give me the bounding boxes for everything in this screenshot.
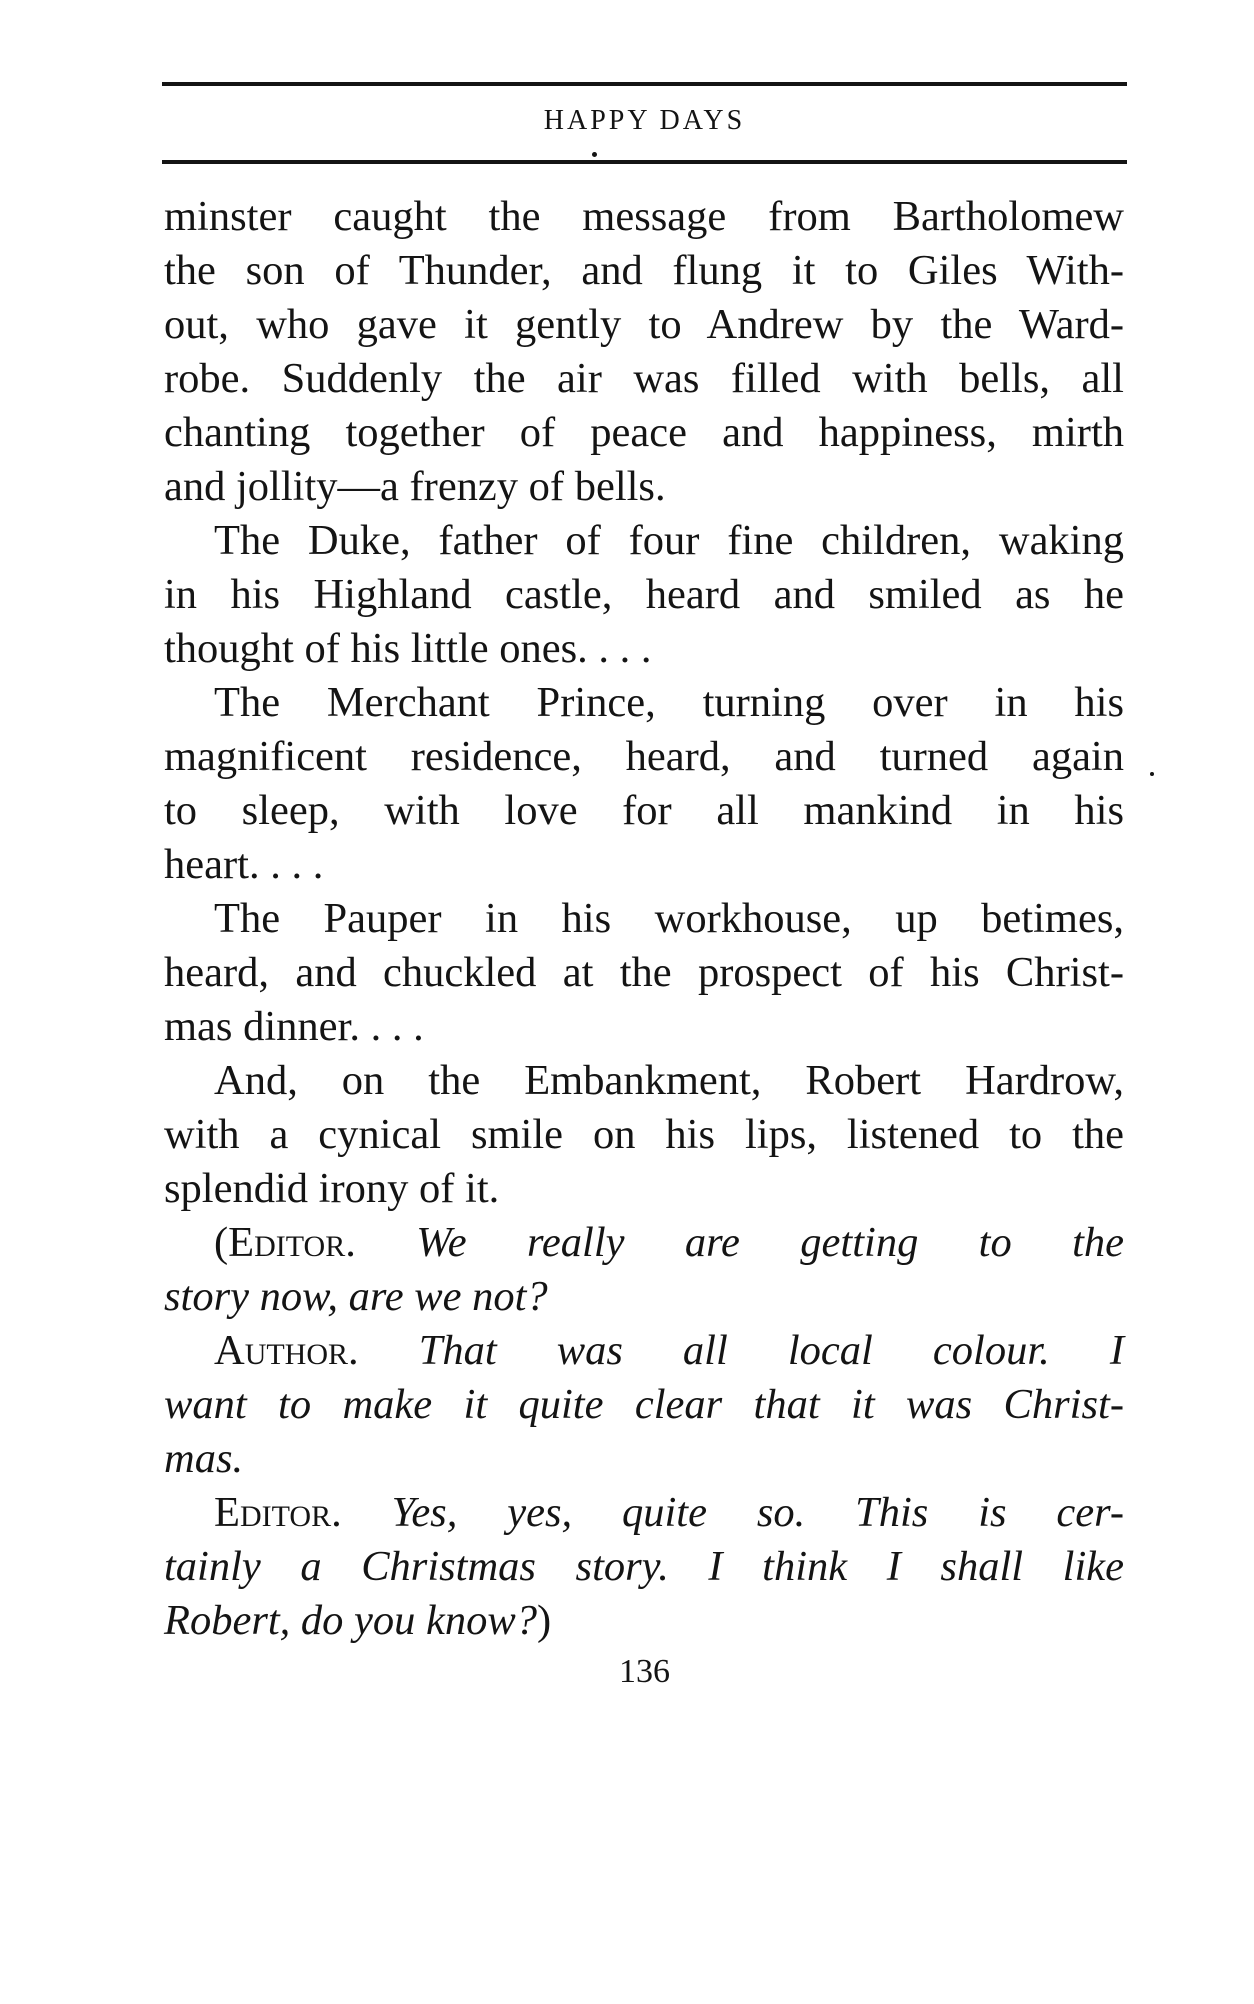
line-text: the son of Thunder, and flung it to Giles With- [164, 247, 1124, 294]
line-text: magnificent residence, heard, and turned again [164, 733, 1124, 780]
line-text: splendid irony of it. [164, 1165, 500, 1212]
text-line [164, 1270, 1124, 1324]
text-line [164, 730, 1124, 784]
text-line [164, 1216, 1124, 1270]
text-line [164, 1162, 1124, 1216]
text-line [164, 1324, 1124, 1378]
text-line [164, 946, 1124, 1000]
closing-paren: ) [537, 1597, 552, 1644]
line-text: mas. [164, 1435, 244, 1482]
line-text: And, on the Embankment, Robert Hardrow, [214, 1057, 1124, 1104]
text-line [164, 352, 1124, 406]
speaker-name: (Editor. [214, 1219, 356, 1266]
line-text: The Duke, father of four fine children, waking [214, 517, 1124, 564]
line-text: minster caught the message from Bartholomew [164, 193, 1124, 240]
text-line [164, 1054, 1124, 1108]
text-line [164, 1432, 1124, 1486]
text-line [164, 622, 1124, 676]
running-head: HAPPY DAYS [543, 105, 746, 136]
text-line [164, 1378, 1124, 1432]
text-line [164, 244, 1124, 298]
header-rule-bottom [162, 160, 1127, 164]
text-line [164, 784, 1124, 838]
line-text: chanting together of peace and happiness, mirth [164, 409, 1124, 456]
line-text: Robert, do you know? [164, 1597, 537, 1644]
text-line [164, 568, 1124, 622]
line-text: The Merchant Prince, turning over in his [214, 679, 1124, 726]
line-text: in his Highland castle, heard and smiled as he [164, 571, 1124, 618]
line-text: story now, are we not? [164, 1273, 548, 1320]
line-text: Yes, yes, quite so. This is cer- [391, 1489, 1124, 1536]
line-text: That was all local colour. I [418, 1327, 1124, 1374]
ink-speck [1150, 772, 1154, 776]
line-text: tainly a Christmas story. I think I shall like [164, 1543, 1124, 1590]
text-line [164, 1108, 1124, 1162]
line-text: robe. Suddenly the air was filled with bells, all [164, 355, 1124, 402]
text-line [164, 298, 1124, 352]
text-line [164, 676, 1124, 730]
body-text [164, 190, 1124, 1648]
line-text: want to make it quite clear that it was Christ- [164, 1381, 1124, 1428]
page-number: 136 [619, 1653, 670, 1690]
line-text: thought of his little ones. . . . [164, 625, 652, 672]
line-text: to sleep, with love for all mankind in his [164, 787, 1124, 834]
speaker-name: Editor. [214, 1489, 342, 1536]
text-line [164, 1000, 1124, 1054]
text-line [164, 892, 1124, 946]
text-line [164, 406, 1124, 460]
text-line [164, 460, 1124, 514]
text-line [164, 1540, 1124, 1594]
line-text: mas dinner. . . . [164, 1003, 424, 1050]
line-text: We really are getting to the [416, 1219, 1125, 1266]
line-text: with a cynical smile on his lips, listened to the [164, 1111, 1124, 1158]
text-line [164, 514, 1124, 568]
speaker-name: Author. [214, 1327, 359, 1374]
text-line [164, 190, 1124, 244]
line-text: and jollity—a frenzy of bells. [164, 463, 666, 510]
text-line [164, 1594, 1124, 1648]
header-rule-top [162, 82, 1127, 86]
ink-speck [592, 152, 597, 157]
line-text: heart. . . . [164, 841, 324, 888]
text-line [164, 838, 1124, 892]
line-text: out, who gave it gently to Andrew by the Ward- [164, 301, 1124, 348]
text-line [164, 1486, 1124, 1540]
line-text: The Pauper in his workhouse, up betimes, [214, 895, 1124, 942]
line-text: heard, and chuckled at the prospect of his Christ- [164, 949, 1124, 996]
